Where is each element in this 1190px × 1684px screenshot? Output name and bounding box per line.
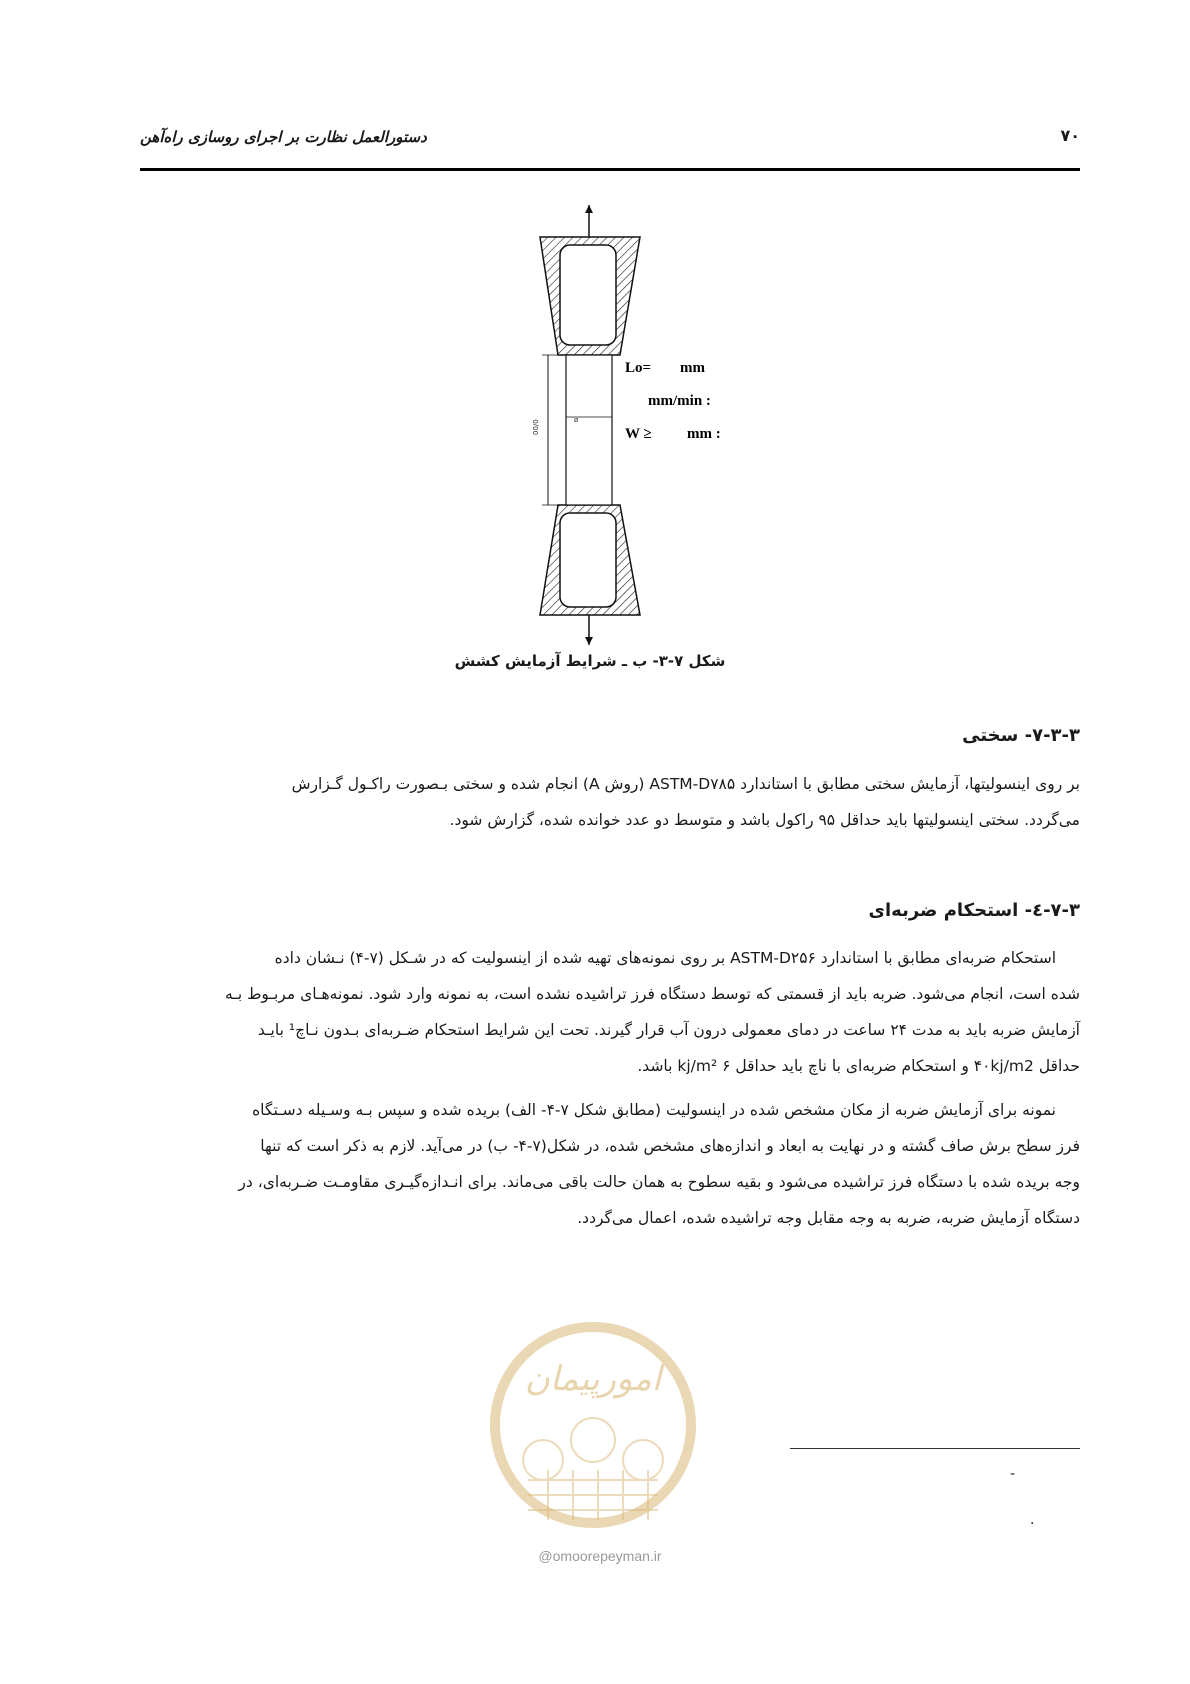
text-line: نمونه برای آزمایش ضربه از مکان مشخص شده در اینسولیت (مطابق شکل ۷-۴- الف) بریده شده و سپس بـه وسـیله دسـتگاه [252, 1101, 1056, 1119]
speed-unit: mm/min : [648, 393, 711, 409]
text-line: وجه بریده شده با دستگاه فرز تراشیده می‌شود و بقیه سطوح به همان حالت باقی می‌ماند. برای انـدازه‌گیـری مقاومـت ضـربه‌ای، در [238, 1173, 1080, 1191]
w-unit: mm : [687, 426, 721, 442]
section-heading-impact: ۷-۳-٤- استحکام ضربه‌ای [868, 900, 1080, 921]
svg-text:00/0: 00/0 [532, 419, 540, 435]
paragraph-impact-2 [140, 1092, 1080, 1236]
text-line: بر روی اینسولیتها، آزمایش سختی مطابق با استاندارد ASTM-D۷۸۵ (روش A) انجام شده و سختی بـصورت راکـول گـزارش [291, 775, 1080, 793]
page-number: ۷۰ [1060, 126, 1080, 145]
footnote-dash: - [1010, 1466, 1016, 1482]
paragraph-impact-1 [140, 940, 1080, 1084]
section-heading-hardness: ۷-۳-۳- سختی [962, 725, 1080, 746]
lo-unit: mm [680, 360, 705, 376]
text-line: استحکام ضربه‌ای مطابق با استاندارد ASTM-D۲۵۶ بر روی نمونه‌های تهیه شده از اینسولیت که در شـکل (۷-۴) نـشان داده [274, 949, 1056, 967]
text-line: دستگاه آزمایش ضربه، ضربه به وجه مقابل وجه تراشیده شده، اعمال می‌گردد. [577, 1209, 1080, 1227]
svg-text:امورپیمان: امورپیمان [524, 1359, 662, 1399]
watermark-seal-logo [488, 1320, 698, 1530]
w-label: W ≥ [625, 426, 652, 442]
text-line: فرز سطح برش صاف گشته و در نهایت به ابعاد و اندازه‌های مشخص شده، در شکل(۷-۴- ب) در می‌آید. لازم به ذکر است که تنها [260, 1137, 1080, 1155]
tensile-specimen-diagram [520, 205, 780, 645]
text-line: آزمایش ضربه باید به مدت ۲۴ ساعت در دمای معمولی درون آب قرار گیرند. تحت این شرایط استحکام ضـربه‌ای بـدون نـاچ¹ بایـد [257, 1021, 1080, 1039]
figure-caption: شکل ۷-۳- ب ـ شرایط آزمایش کشش [454, 652, 726, 670]
gauge-section [566, 355, 612, 505]
text-line: شده است، انجام می‌شود. ضربه باید از قسمتی که توسط دستگاه فرز تراشیده نشده است، به نمونه وارد شود. نمونه‌هـای مربـوط بـه [225, 985, 1080, 1003]
header-rule [140, 168, 1080, 171]
footnote-rule [790, 1448, 1080, 1449]
footnote-dot: . [1030, 1512, 1035, 1528]
watermark-url: @omoorepeyman.ir [538, 1548, 662, 1564]
svg-text:ø: ø [574, 416, 579, 424]
paragraph-hardness [140, 766, 1080, 838]
text-line: حداقل ۴۰kj/m2 و استحکام ضربه‌ای با ناچ باید حداقل ۶ kj/m² باشد. [637, 1057, 1080, 1075]
header-title: دستورالعمل نظارت بر اجرای روسازی راه‌آهن [140, 128, 427, 146]
lo-label: Lo= [625, 360, 652, 376]
text-line: می‌گردد. سختی اینسولیتها باید حداقل ۹۵ راکول باشد و متوسط دو عدد خوانده شده، گزارش شود. [449, 811, 1080, 829]
